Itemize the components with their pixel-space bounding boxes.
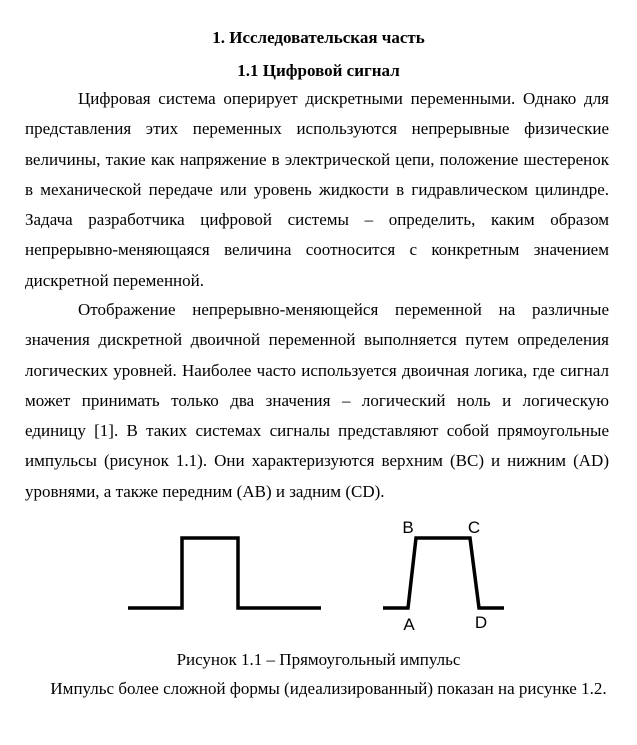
subsection-title: 1.1 Цифровой сигнал	[237, 61, 400, 80]
point-label-d: D	[474, 613, 488, 632]
pulse-figure	[0, 500, 637, 640]
point-label-b: B	[402, 518, 414, 537]
ideal-pulse-waveform	[128, 538, 321, 608]
paragraph-1: Цифровая система оперирует дискретными переменными. Однако для представления этих переменных используются непрерывные физические величины, такие как напряжение в электрической цепи, положение шестеренок в механической передаче или уровень жидкости в гидравлическом цилиндре. Задача разработчика цифровой системы – определить, каким образом непрерывно-меняющаяся величина соотносится с конкретным значением дискретной переменной.	[25, 89, 609, 290]
point-label-c: C	[467, 518, 481, 537]
section-title: 1. Исследовательская часть	[212, 28, 425, 47]
figure-caption: Рисунок 1.1 – Прямоугольный импульс	[176, 650, 461, 669]
trapezoid-pulse-waveform	[383, 538, 504, 608]
point-label-a: A	[403, 615, 415, 634]
paragraph-2: Отображение непрерывно-меняющейся переменной на различные значения дискретной двоичной переменной выполняется путем определения логических уровней. Наиболее часто используется двоичная логика, где сигнал может принимать только два значения – логический ноль и логическую единицу [1]. В таких системах сигналы представляют собой прямоугольные импульсы (рисунок 1.1). Они характеризуются верхним (BC) и нижним (AD) уровнями, а также передним (AB) и задним (CD).	[25, 300, 609, 501]
closing-text: Импульс более сложной формы (идеализированный) показан на рисунке 1.2.	[50, 679, 607, 698]
